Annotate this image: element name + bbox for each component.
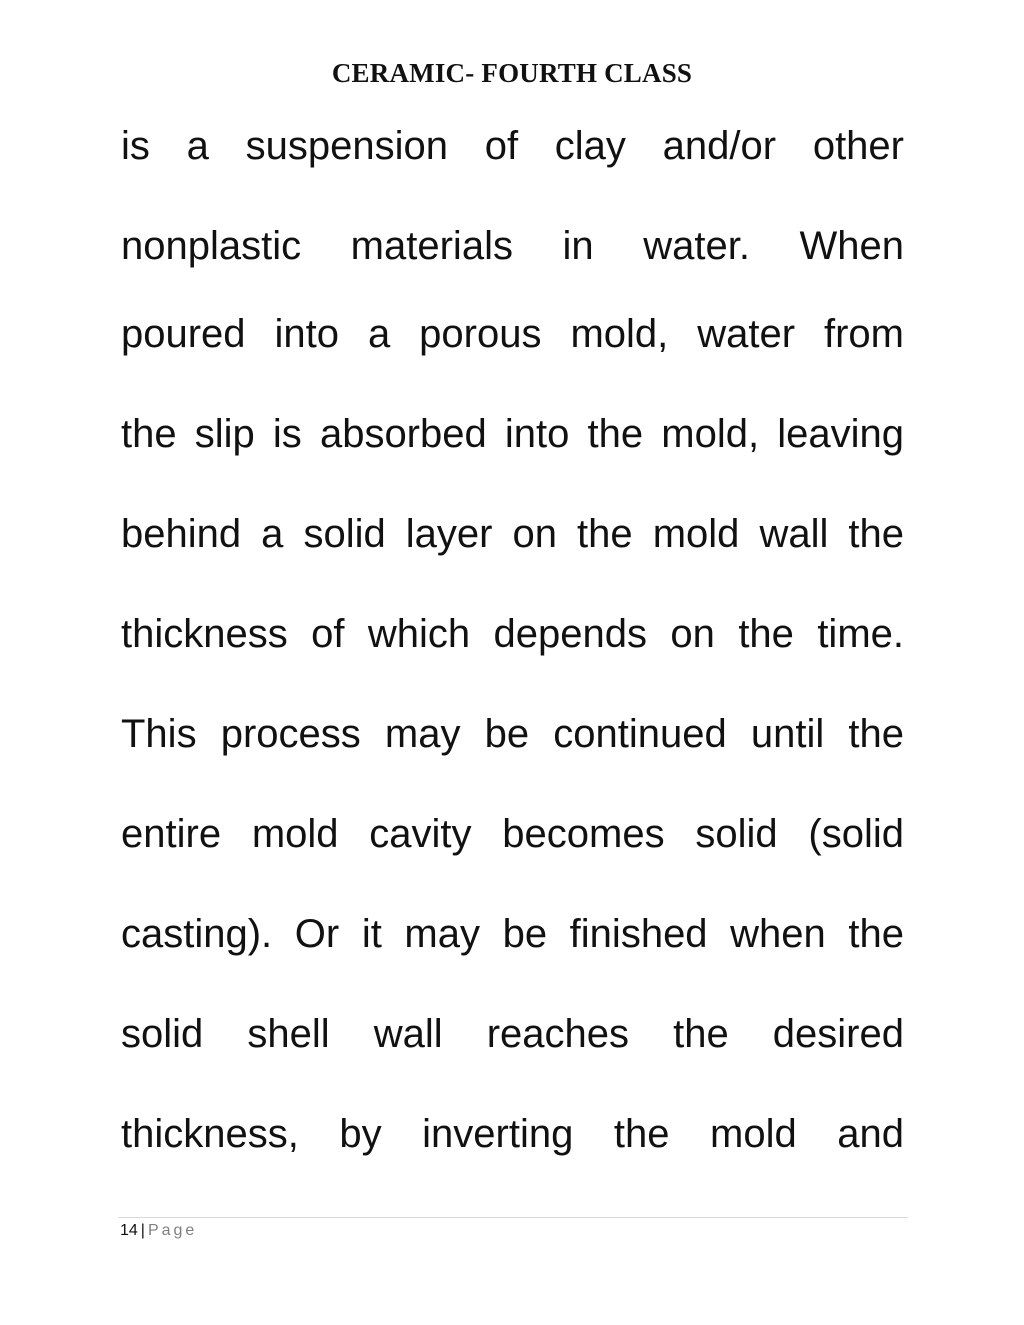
- page-footer: [120, 1222, 197, 1240]
- paragraph-line: entire mold cavity becomes solid (solid: [121, 812, 904, 856]
- paragraph-line: nonplastic materials in water. When: [121, 224, 904, 268]
- footer-divider: [118, 1217, 908, 1218]
- page-header-title: CERAMIC- FOURTH CLASS: [331, 58, 693, 88]
- paragraph-line: the slip is absorbed into the mold, leaving: [121, 412, 904, 456]
- paragraph-line: is a suspension of clay and/or other: [121, 124, 904, 168]
- paragraph-line: This process may be continued until the: [121, 712, 904, 756]
- paragraph-line: casting). Or it may be finished when the: [121, 912, 904, 956]
- paragraph-line: thickness, by inverting the mold and: [121, 1112, 904, 1156]
- page-label: Page: [147, 1222, 198, 1239]
- paragraph-line: solid shell wall reaches the desired: [121, 1012, 904, 1056]
- footer-separator: |: [140, 1222, 145, 1239]
- page-number: 14: [120, 1222, 138, 1239]
- paragraph-line: thickness of which depends on the time.: [121, 612, 904, 656]
- body-paragraph: [121, 116, 904, 1204]
- paragraph-line: behind a solid layer on the mold wall the: [121, 512, 904, 556]
- paragraph-line: poured into a porous mold, water from: [121, 312, 904, 356]
